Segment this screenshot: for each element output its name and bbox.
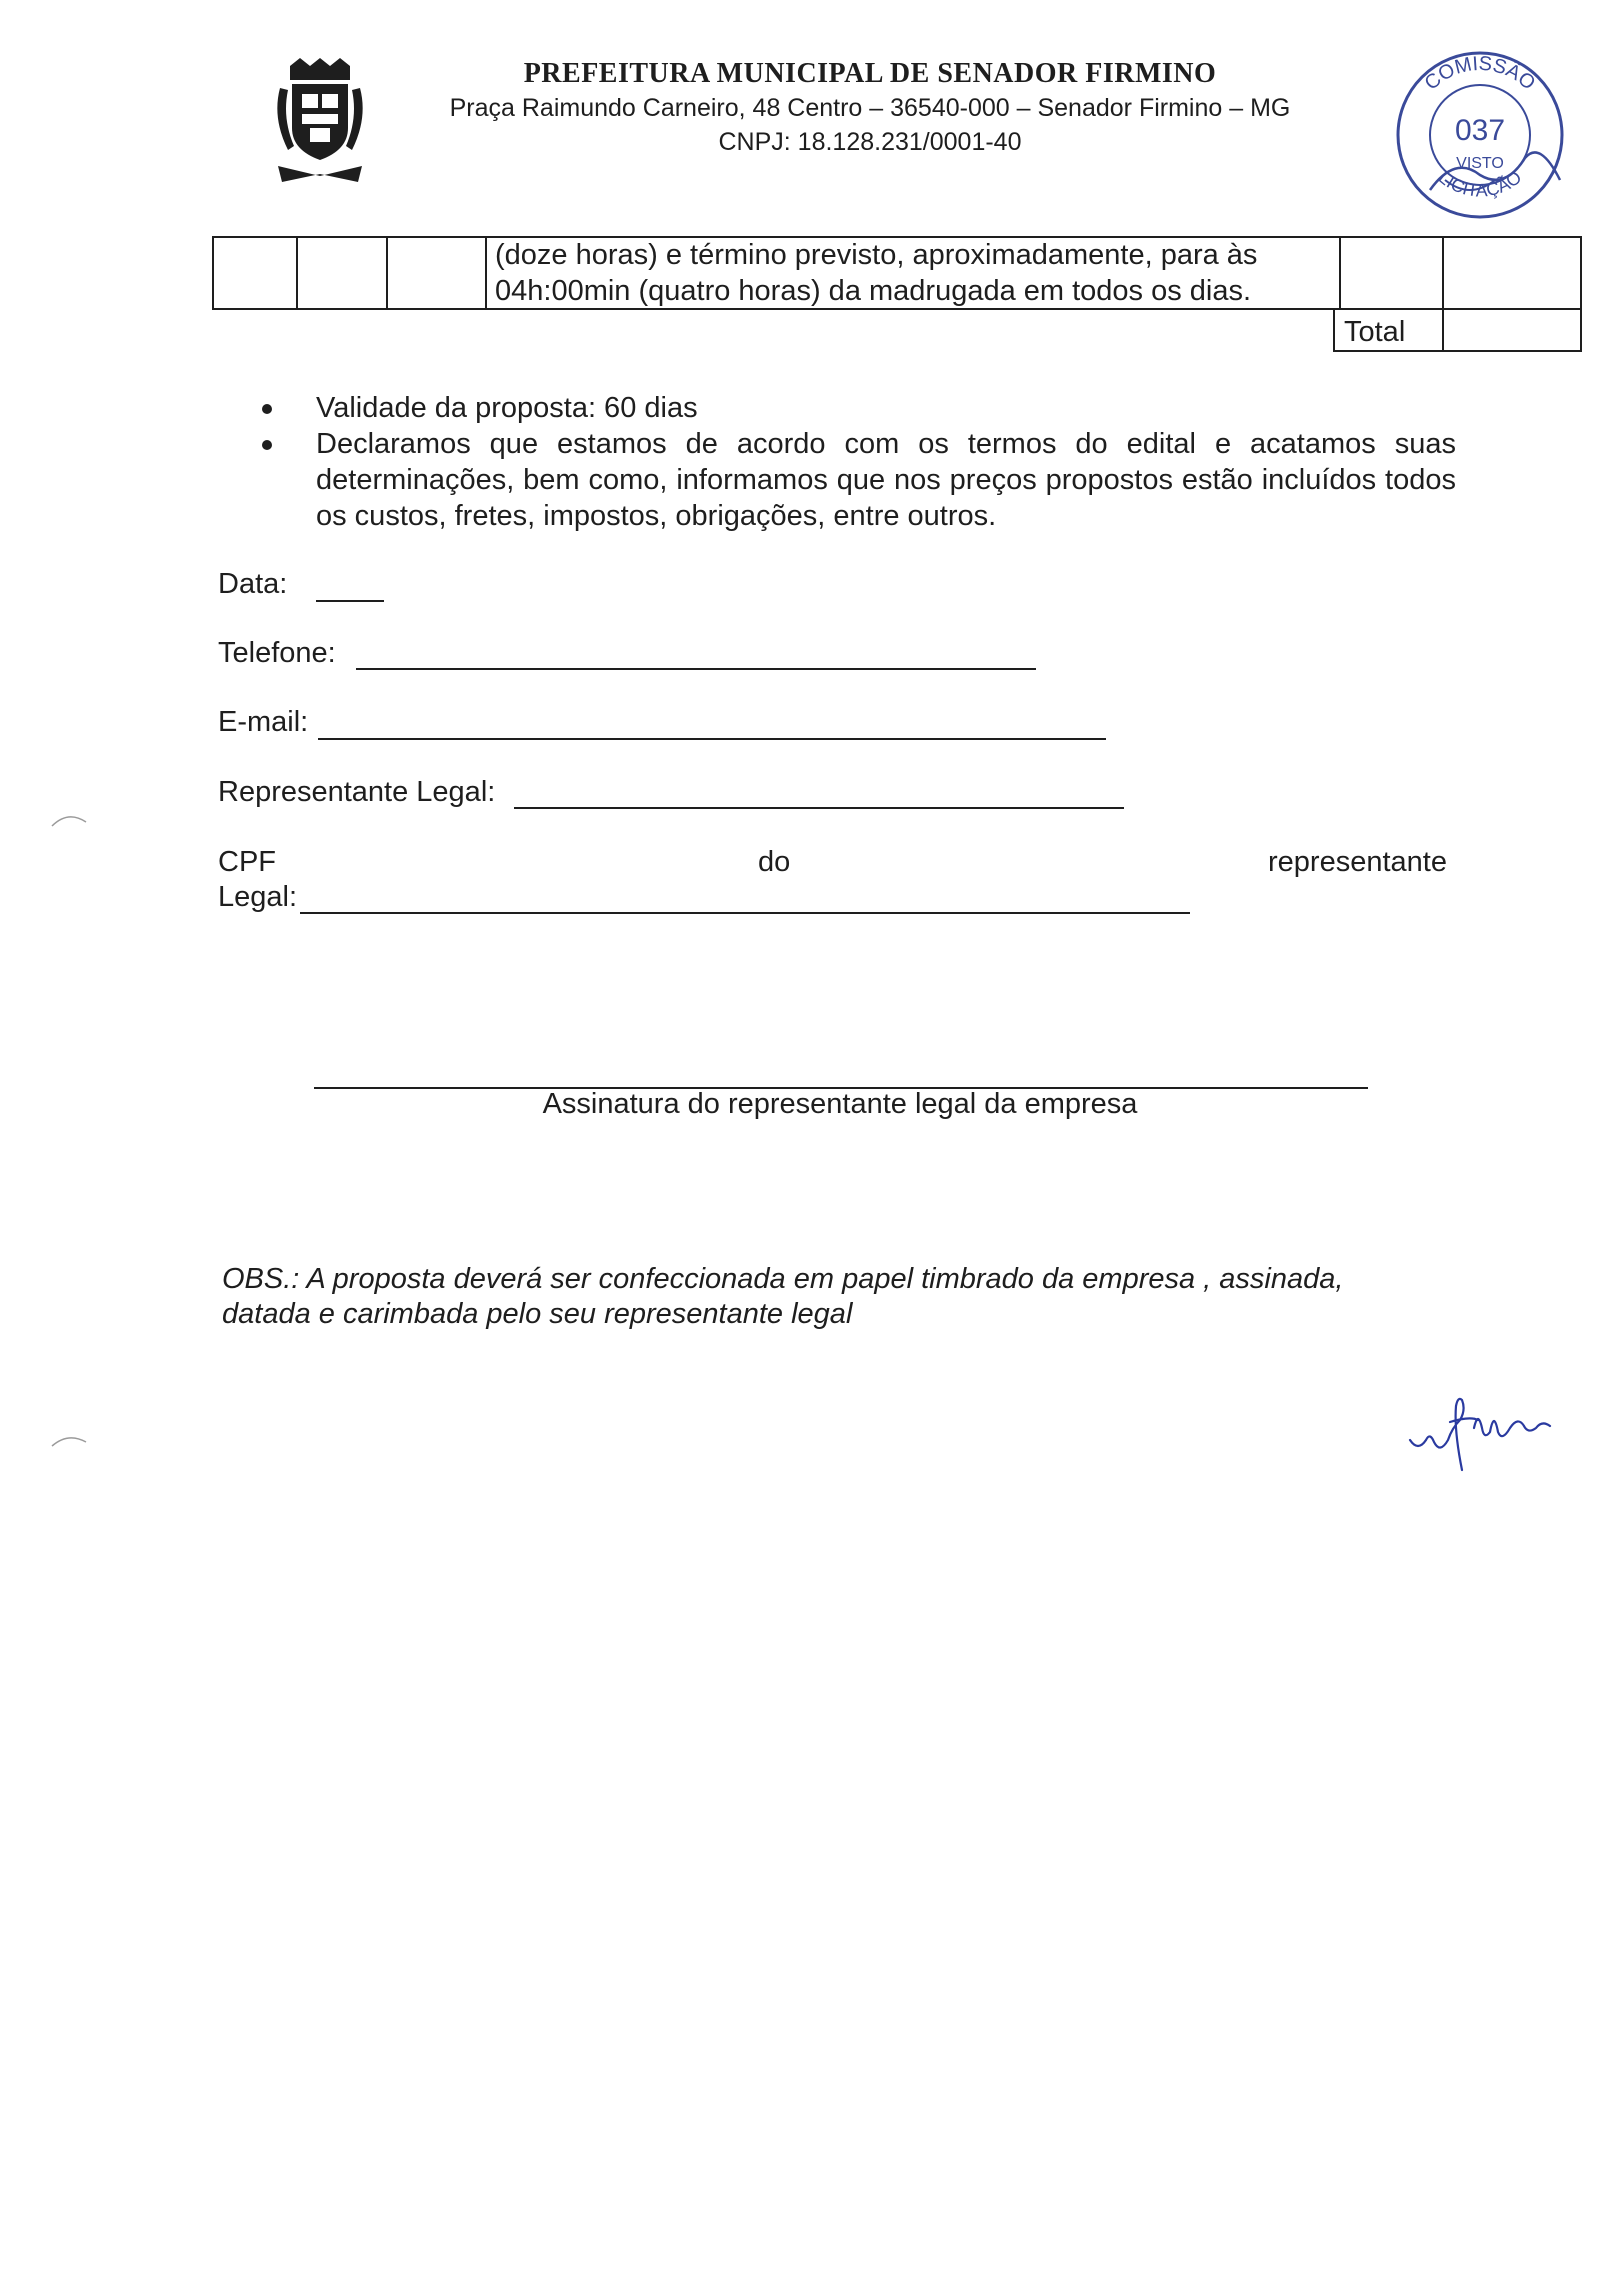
punch-hole-mark <box>50 808 90 828</box>
telefone-field[interactable] <box>356 668 1036 670</box>
handwritten-signature <box>1400 1370 1580 1480</box>
data-label: Data: <box>218 568 288 600</box>
cpf-representante-word: representante <box>1268 846 1447 878</box>
table-cell <box>1339 236 1444 310</box>
bullet-text: Declaramos que estamos de acordo com os termos do edital e acatamos suas determinações, bem como, informamos que nos preços propostos estão incluídos todos os custos, fretes, impostos, obrigações, entre outros. <box>316 428 1456 532</box>
email-field[interactable] <box>318 738 1106 740</box>
list-item <box>262 426 1462 536</box>
table-cell <box>296 236 388 310</box>
bullet-text: Validade da proposta: 60 dias <box>316 392 698 424</box>
stamp-top-text: COMISSÃO <box>1420 52 1540 95</box>
stamp-bottom-text: LICITAÇÃO <box>1434 166 1526 201</box>
data-field[interactable] <box>316 600 384 602</box>
representante-field[interactable] <box>514 807 1124 809</box>
table-description-line: (doze horas) e término previsto, aproximadamente, para às <box>495 239 1258 271</box>
header-address: Praça Raimundo Carneiro, 48 Centro – 36540-000 – Senador Firmino – MG <box>449 94 1291 122</box>
header-cnpj: CNPJ: 18.128.231/0001-40 <box>718 128 1022 156</box>
bullet-icon <box>262 404 272 414</box>
cpf-do-word: do <box>758 846 791 878</box>
municipal-crest-icon <box>270 58 370 186</box>
obs-note: OBS.: A proposta deverá ser confeccionada em papel timbrado da empresa , assinada, datada e carimbada pelo seu representante legal <box>222 1263 1344 1330</box>
cpf-field[interactable] <box>300 912 1190 914</box>
total-value-cell <box>1442 308 1582 352</box>
table-cell <box>1442 236 1582 310</box>
punch-hole-mark <box>50 1428 90 1448</box>
table-cell <box>212 236 298 310</box>
page-title: PREFEITURA MUNICIPAL DE SENADOR FIRMINO <box>523 58 1217 89</box>
commission-stamp <box>1385 40 1575 230</box>
stamp-number: 037 <box>1454 114 1506 147</box>
total-label: Total <box>1344 316 1406 348</box>
email-label: E-mail: <box>218 706 309 738</box>
table-description-line: 04h:00min (quatro horas) da madrugada em todos os dias. <box>495 275 1252 307</box>
cpf-word: CPF <box>218 846 276 878</box>
table-description <box>495 237 1335 309</box>
list-item <box>262 390 1462 426</box>
table-cell <box>386 236 487 310</box>
stamp-middle-text: VISTO <box>1456 155 1504 172</box>
telefone-label: Telefone: <box>218 637 336 669</box>
bullet-icon <box>262 440 272 450</box>
signature-caption: Assinatura do representante legal da empresa <box>542 1088 1138 1120</box>
legal-label: Legal: <box>218 881 298 913</box>
representante-label: Representante Legal: <box>218 776 496 808</box>
